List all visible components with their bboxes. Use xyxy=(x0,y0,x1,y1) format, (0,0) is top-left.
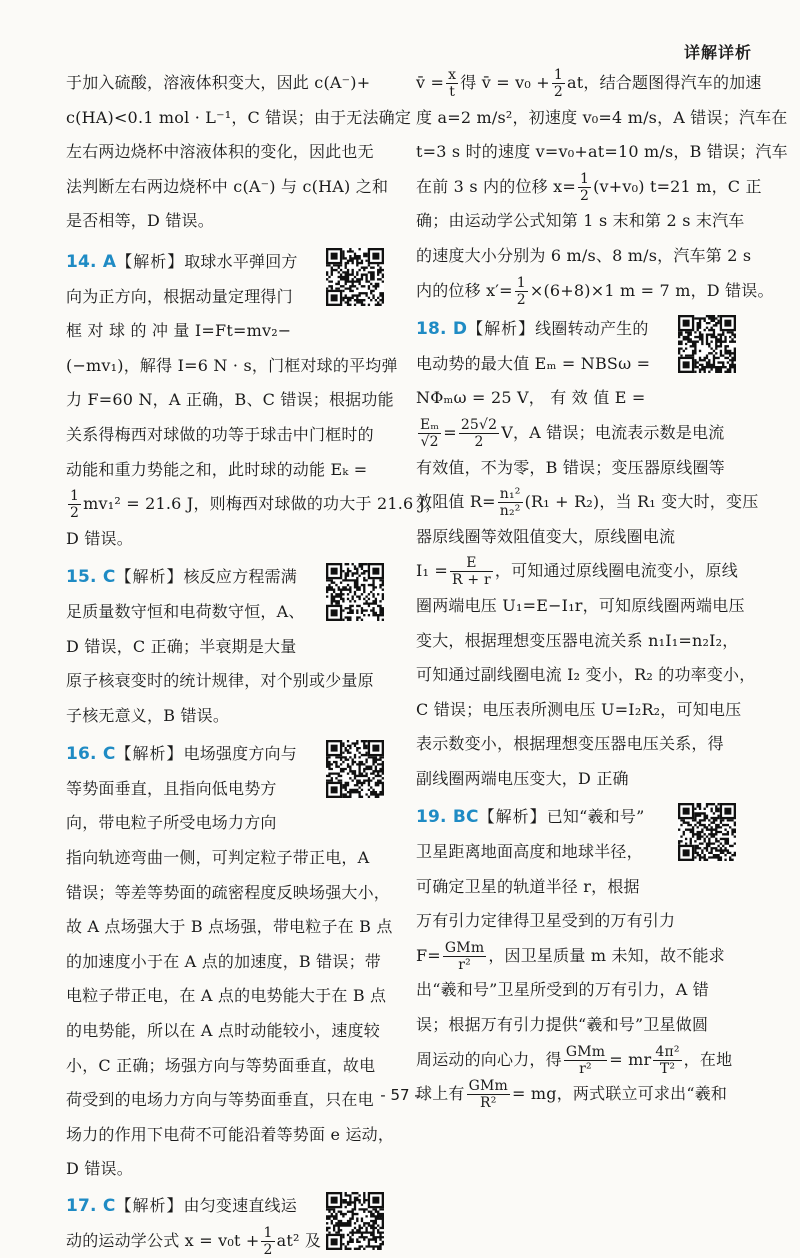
answer-16 xyxy=(66,737,395,1187)
text-line: 场力的作用下电荷不可能沿着等势面 e 运动， xyxy=(66,1124,395,1144)
text-line: NΦₘω = 25 V， 有 效 值 E = xyxy=(416,388,646,408)
fraction: $\frac{1}{2}$ xyxy=(516,274,526,308)
fraction: $\frac{\text{4π²}}{\text{T²}}$ xyxy=(655,1043,680,1077)
text-line: 确；由运动学公式知第 1 s 末和第 2 s 末汽车 xyxy=(416,211,745,231)
answer-18 xyxy=(416,312,759,796)
text-line: 电场强度方向与 xyxy=(183,744,297,764)
text-line: 指向轨迹弯曲一侧，可判定粒子带正电，A xyxy=(66,848,370,868)
text-line: 故 A 点场强大于 B 点场强，带电粒子在 B 点 xyxy=(66,917,393,937)
qr-code-icon[interactable] xyxy=(678,803,736,861)
text-line: 变大，根据理想变压器电流关系 n₁I₁=n₂I₂， xyxy=(416,630,739,650)
fraction: $\frac{\text{GMm}}{\text{r²}}$ xyxy=(565,1043,606,1077)
text-line: 的电势能，所以在 A 点时动能较小，速度较 xyxy=(66,1021,380,1041)
answer-17 xyxy=(66,1189,384,1258)
fraction: $\frac{E}{R + r}$ xyxy=(452,555,491,589)
text-line: 向为正方向，根据动量定理得门 xyxy=(66,286,293,306)
text-line: 卫星距离地面高度和地球半径， xyxy=(416,842,643,862)
text-line: 于加入硫酸，溶液体积变大，因此 c(A⁻)+ xyxy=(66,73,371,92)
formula-line: 周运动的向心力，得 $\frac{\text{GMm}}{\text{r²}}$ = mr $\frac{\text{4π²}}{\text{T²}}$ ，在地 xyxy=(416,1043,733,1077)
text-line: 已知“羲和号” xyxy=(546,807,645,827)
fraction: $\frac{1}{2}$ xyxy=(70,488,80,522)
text-line: 副线圈两端电压变大，D 正确 xyxy=(416,768,629,788)
text-line: 误；根据万有引力提供“羲和号”卫星做圆 xyxy=(416,1015,709,1035)
qr-code-icon[interactable] xyxy=(678,315,736,373)
fraction: $\frac{25√2}{2}$ xyxy=(460,416,498,450)
question-number: 15. C xyxy=(66,567,116,588)
answer-19 xyxy=(416,800,736,1111)
text-line: 荷受到的电场力方向与等势面垂直，只在电 xyxy=(66,1090,374,1110)
formula-line: $\frac{1}{2}$ mv₁² = 21.6 J，则梅西对球做的功大于 21.6 J， xyxy=(70,488,442,522)
text-line: (−mv₁)，解得 I=6 N · s，门框对球的平均弹 xyxy=(66,355,398,375)
text-line: 原子核衰变时的统计规律，对个别或少量原 xyxy=(66,671,374,691)
text-line: 线圈转动产生的 xyxy=(535,319,649,339)
analysis-tag: 【解析】 xyxy=(467,319,536,339)
text-line: 由匀变速直线运 xyxy=(183,1196,297,1215)
text-line: 等势面垂直，且指向低电势方 xyxy=(66,778,277,798)
fraction: $\frac{1}{2}$ xyxy=(263,1224,273,1258)
question-number: 14. A xyxy=(66,251,117,272)
text-line: 可确定卫星的轨道半径 r，根据 xyxy=(416,876,640,896)
formula-line: 球上有 $\frac{\text{GMm}}{\text{R²}}$ = mg，两式联立可求出“羲和 xyxy=(416,1078,728,1112)
question-number: 18. D xyxy=(416,319,468,340)
fraction: $\frac{1}{2}$ xyxy=(579,170,590,204)
page-number: - 57 - xyxy=(380,1086,420,1104)
text-line: 小，C 正确；场强方向与等势面垂直，故电 xyxy=(66,1055,376,1075)
text-line: 有效值，不为零，B 错误；变压器原线圈等 xyxy=(416,457,725,477)
text-line: 可知通过副线圈电流 I₂ 变小，R₂ 的功率变小， xyxy=(416,665,756,685)
text-line: 是否相等，D 错误。 xyxy=(66,211,214,231)
formula-line: F= $\frac{\text{GMm}}{\text{r²}}$ ，因卫星质量 m 未知，故不能求 xyxy=(416,939,725,973)
text-line: t=3 s 时的速度 v=v₀+at=10 m/s，B 错误；汽车 xyxy=(416,142,788,162)
formula-line: I₁ = $\frac{E}{R + r}$ ，可知通过原线圈电流变小，原线 xyxy=(416,555,738,589)
text-line: 法判断左右两边烧杯中 c(A⁻) 与 c(HA) 之和 xyxy=(66,176,389,196)
text-line: 出“羲和号”卫星所受到的万有引力，A 错 xyxy=(416,980,710,1000)
page-header-title: 详解详析 xyxy=(683,43,752,62)
fraction: $\frac{\text{n₁²}}{\text{n₂²}}$ xyxy=(499,486,521,520)
analysis-tag: 【解析】 xyxy=(116,251,185,271)
question-number: 16. C xyxy=(66,744,116,765)
answer-15 xyxy=(66,560,384,733)
text-line: D 错误，C 正确；半衰期是大量 xyxy=(66,636,297,656)
text-line: 圈两端电压 U₁=E−I₁r，可知原线圈两端电压 xyxy=(416,595,745,615)
fraction: $\frac{\text{GMm}}{\text{R²}}$ xyxy=(468,1078,509,1112)
text-line: D 错误。 xyxy=(66,528,133,548)
fraction: $\frac{1}{2}$ xyxy=(553,67,564,100)
formula-line: 内的位移 x′= $\frac{1}{2}$ ×(6+8)×1 m = 7 m，D 错误。 xyxy=(416,274,774,308)
text-line: 表示数变小，根据理想变压器电压关系，得 xyxy=(416,734,724,754)
text-line: D 错误。 xyxy=(66,1159,133,1179)
formula-line: $\frac{\text{Eₘ}}{√2}$ = $\frac{25√2}{2}$ V，A 错误；电流表示数是电流 xyxy=(420,416,725,450)
text-line: 的速度大小分别为 6 m/s、8 m/s，汽车第 2 s xyxy=(416,245,752,265)
text-line: 度 a=2 m/s²，初速度 v₀=4 m/s，A 错误；汽车在 xyxy=(416,107,788,127)
question-number: 19. BC xyxy=(416,807,479,828)
qr-code-icon[interactable] xyxy=(326,248,384,306)
text-line: 电粒子带正电，在 A 点的电势能大于在 B 点 xyxy=(66,986,387,1006)
qr-code-icon[interactable] xyxy=(326,740,384,798)
qr-code-icon[interactable] xyxy=(326,1192,384,1250)
text-line: 关系得梅西对球做的功等于球击中门框时的 xyxy=(66,424,374,444)
text-line: 动能和重力势能之和，此时球的动能 Eₖ = xyxy=(66,459,368,479)
formula-line: 效阻值 R= $\frac{\text{n₁²}}{\text{n₂²}}$ (R₁ + R₂)，当 R₁ 变大时，变压 xyxy=(416,486,759,520)
fraction: $\frac{x}{t}$ xyxy=(448,67,457,100)
formula-line: v̄ = $\frac{x}{t}$ 得 v̄ = v₀ + $\frac{1}{2}$ at，结合题图得汽车的加速 xyxy=(416,67,762,100)
analysis-tag: 【解析】 xyxy=(115,1196,184,1215)
text-line: C 错误；电压表所测电压 U=I₂R₂，可知电压 xyxy=(416,699,742,719)
text-line: 左右两边烧杯中溶液体积的变化，因此也无 xyxy=(66,142,374,162)
text-line: 力 F=60 N，A 正确，B、C 错误；根据功能 xyxy=(66,390,394,410)
analysis-tag: 【解析】 xyxy=(115,567,184,587)
question-number: 17. C xyxy=(66,1196,116,1216)
text-line: 错误；等差等势面的疏密程度反映场强大小， xyxy=(66,882,391,902)
text-line: 器原线圈等效阻值变大，原线圈电流 xyxy=(416,526,676,546)
text-line: c(HA)<0.1 mol · L⁻¹，C 错误；由于无法确定 xyxy=(66,107,412,127)
text-line: 电动势的最大值 Eₘ = NBSω = xyxy=(416,353,651,373)
formula-line: 动的运动学公式 x = v₀t + $\frac{1}{2}$ at² 及 xyxy=(66,1224,322,1258)
analysis-tag: 【解析】 xyxy=(478,807,547,827)
fraction: $\frac{\text{GMm}}{\text{r²}}$ xyxy=(444,939,485,973)
text-line: 的加速度小于在 A 点的加速度，B 错误；带 xyxy=(66,951,381,971)
text-line: 取球水平弹回方 xyxy=(184,251,298,271)
analysis-tag: 【解析】 xyxy=(115,744,184,764)
answer-17-continued xyxy=(416,66,788,308)
right-column xyxy=(416,66,788,1112)
fraction: $\frac{\text{Eₘ}}{√2}$ xyxy=(420,416,440,450)
text-line: 子核无意义，B 错误。 xyxy=(66,705,230,725)
formula-line: 在前 3 s 内的位移 x= $\frac{1}{2}$ (v+v₀) t=21 m，C 正 xyxy=(416,170,762,204)
qr-code-icon[interactable] xyxy=(326,563,384,621)
text-line: 万有引力定律得卫星受到的万有引力 xyxy=(416,911,676,931)
text-line: 核反应方程需满 xyxy=(183,567,297,587)
text-line: 框 对 球 的 冲 量 I=Ft=mv₂− xyxy=(66,321,292,341)
text-line: 向，带电粒子所受电场力方向 xyxy=(66,813,277,833)
text-line: 足质量数守恒和电荷数守恒，A、 xyxy=(66,601,305,621)
